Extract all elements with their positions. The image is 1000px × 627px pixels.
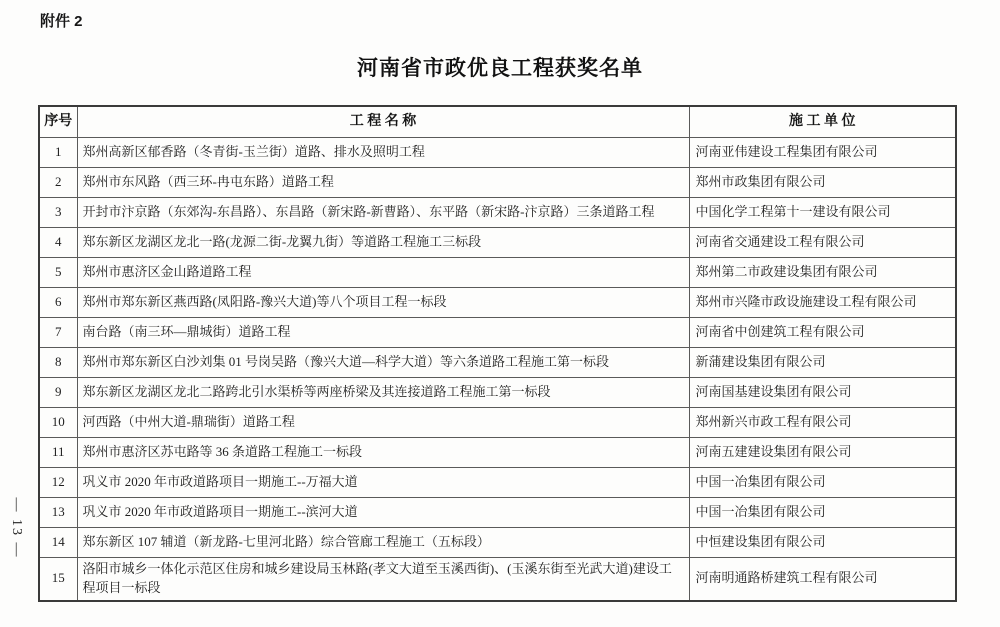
table-row: [39, 438, 956, 468]
serial-number-cell: 14: [39, 528, 77, 558]
table-row: [39, 498, 956, 528]
page-title: 河南省市政优良工程获奖名单: [357, 57, 643, 80]
attachment-label: 附件 2: [40, 13, 83, 30]
serial-number-cell: 9: [39, 378, 77, 408]
table-row: [39, 318, 956, 348]
construction-unit-cell: 郑州市兴隆市政设施建设工程有限公司: [689, 288, 956, 318]
column-header-construction-unit: 施 工 单 位: [689, 106, 956, 138]
serial-number-cell: 5: [39, 258, 77, 288]
serial-number-cell: 8: [39, 348, 77, 378]
page-number: — 13 —: [9, 497, 24, 559]
table-row: [39, 348, 956, 378]
serial-number-cell: 1: [39, 138, 77, 168]
serial-number-cell: 2: [39, 168, 77, 198]
construction-unit-cell: 郑州第二市政建设集团有限公司: [689, 258, 956, 288]
table-row: [39, 138, 956, 168]
project-name-cell: 郑州市东风路（西三环-冉屯东路）道路工程: [77, 168, 689, 198]
construction-unit-cell: 中国化学工程第十一建设有限公司: [689, 198, 956, 228]
construction-unit-cell: 新蒲建设集团有限公司: [689, 348, 956, 378]
project-name-cell: 郑东新区龙湖区龙北一路(龙源二街-龙翼九街）等道路工程施工三标段: [77, 228, 689, 258]
construction-unit-cell: 河南五建建设集团有限公司: [689, 438, 956, 468]
construction-unit-cell: 中国一冶集团有限公司: [689, 498, 956, 528]
serial-number-cell: 7: [39, 318, 77, 348]
table-row: [39, 198, 956, 228]
project-name-cell: 郑州高新区郁香路（冬青街-玉兰街）道路、排水及照明工程: [77, 138, 689, 168]
project-name-cell: 开封市汴京路（东郊沟-东昌路）、东昌路（新宋路-新曹路）、东平路（新宋路-汴京路）三条道路工程: [77, 198, 689, 228]
table-header-row: [39, 106, 956, 138]
serial-number-cell: 11: [39, 438, 77, 468]
project-name-cell: 河西路（中州大道-鼎瑞街）道路工程: [77, 408, 689, 438]
serial-number-cell: 4: [39, 228, 77, 258]
project-name-cell: 南台路（南三环—鼎城街）道路工程: [77, 318, 689, 348]
project-name-cell: 郑州市惠济区金山路道路工程: [77, 258, 689, 288]
project-name-cell: 巩义市 2020 年市政道路项目一期施工--滨河大道: [77, 498, 689, 528]
project-name-cell: 郑东新区 107 辅道（新龙路-七里河北路）综合管廊工程施工（五标段）: [77, 528, 689, 558]
construction-unit-cell: 河南国基建设集团有限公司: [689, 378, 956, 408]
table-row: [39, 258, 956, 288]
table-row: [39, 228, 956, 258]
construction-unit-cell: 郑州新兴市政工程有限公司: [689, 408, 956, 438]
column-header-serial: 序号: [39, 106, 77, 138]
project-name-cell: 洛阳市城乡一体化示范区住房和城乡建设局玉林路(孝文大道至玉溪西街)、(玉溪东街至光武大道)建设工程项目一标段: [77, 558, 689, 601]
serial-number-cell: 6: [39, 288, 77, 318]
project-name-cell: 郑东新区龙湖区龙北二路跨北引水渠桥等两座桥梁及其连接道路工程施工第一标段: [77, 378, 689, 408]
table-row: [39, 468, 956, 498]
serial-number-cell: 3: [39, 198, 77, 228]
construction-unit-cell: 郑州市政集团有限公司: [689, 168, 956, 198]
project-name-cell: 郑州市惠济区苏屯路等 36 条道路工程施工一标段: [77, 438, 689, 468]
construction-unit-cell: 中国一冶集团有限公司: [689, 468, 956, 498]
awards-table: [38, 105, 957, 602]
construction-unit-cell: 河南亚伟建设工程集团有限公司: [689, 138, 956, 168]
table-row: [39, 288, 956, 318]
project-name-cell: 巩义市 2020 年市政道路项目一期施工--万福大道: [77, 468, 689, 498]
table-row: [39, 558, 956, 601]
column-header-project-name: 工 程 名 称: [77, 106, 689, 138]
table-row: [39, 378, 956, 408]
table-row: [39, 408, 956, 438]
project-name-cell: 郑州市郑东新区燕西路(凤阳路-豫兴大道)等八个项目工程一标段: [77, 288, 689, 318]
table-row: [39, 168, 956, 198]
serial-number-cell: 10: [39, 408, 77, 438]
construction-unit-cell: 中恒建设集团有限公司: [689, 528, 956, 558]
serial-number-cell: 13: [39, 498, 77, 528]
project-name-cell: 郑州市郑东新区白沙刘集 01 号岗吴路（豫兴大道—科学大道）等六条道路工程施工第一标段: [77, 348, 689, 378]
table-row: [39, 528, 956, 558]
construction-unit-cell: 河南省中创建筑工程有限公司: [689, 318, 956, 348]
serial-number-cell: 15: [39, 558, 77, 601]
serial-number-cell: 12: [39, 468, 77, 498]
construction-unit-cell: 河南省交通建设工程有限公司: [689, 228, 956, 258]
table-body: [39, 138, 956, 601]
construction-unit-cell: 河南明通路桥建筑工程有限公司: [689, 558, 956, 601]
